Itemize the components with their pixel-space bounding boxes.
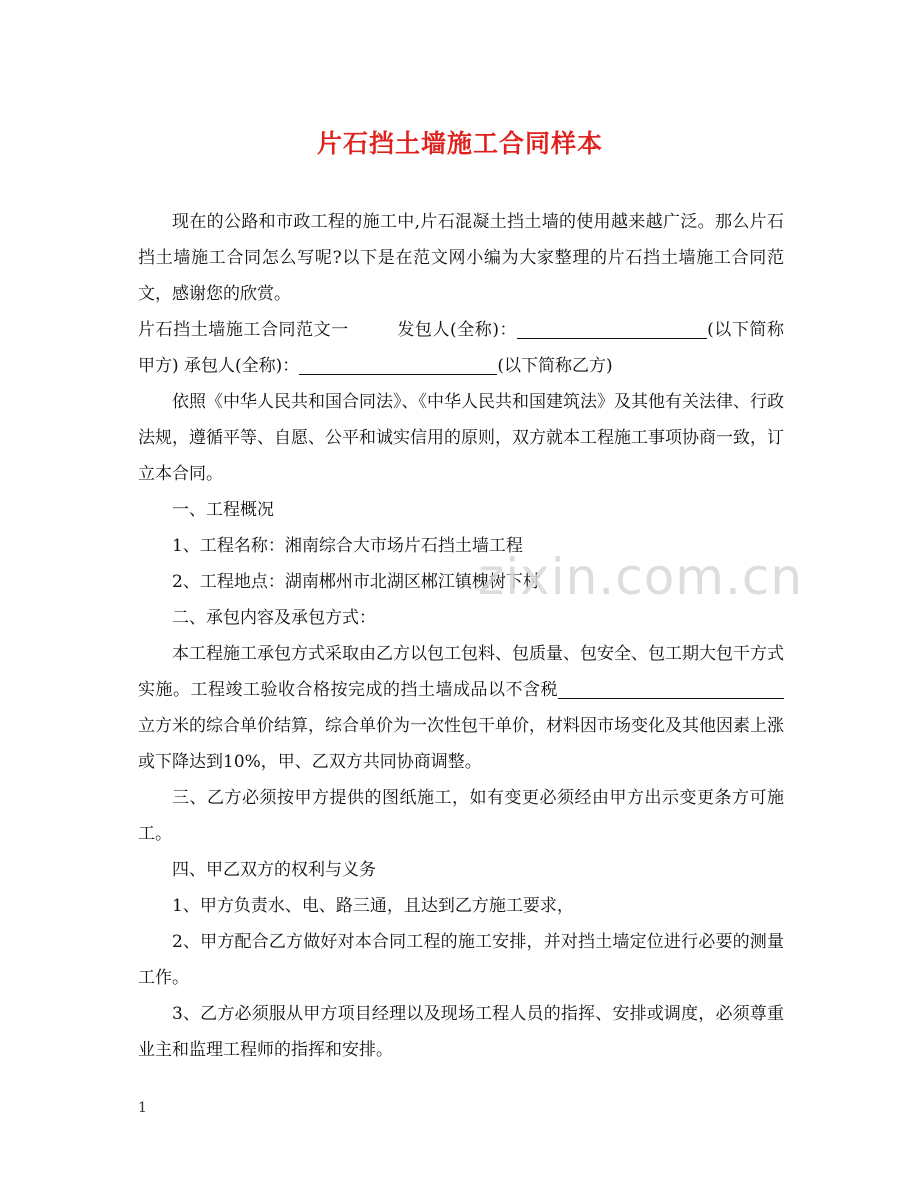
page-number: 1 — [138, 1100, 147, 1116]
parties-paragraph — [138, 312, 784, 384]
section-1-heading: 一、工程概况 — [172, 500, 274, 520]
watermark-text: zixin.com.cn — [478, 548, 804, 606]
item-1-1: 1、工程名称：湘南综合大市场片石挡土墙工程 — [172, 536, 523, 556]
section-4-heading: 四、甲乙双方的权利与义务 — [172, 860, 376, 880]
party-a-label: 发包人(全称)： — [396, 320, 518, 340]
parties-heading: 片石挡土墙施工合同范文一 — [138, 320, 349, 340]
party-a-suffix: (以下简称甲方) — [138, 320, 784, 376]
section-3-paragraph: 三、乙方必须按甲方提供的图纸施工，如有变更必须经由甲方出示变更条方可施工。 — [138, 788, 784, 844]
unit-price-blank-line — [558, 676, 784, 699]
document-body — [138, 204, 784, 1068]
item-1-2: 2、工程地点：湖南郴州市北湖区郴江镇槐树下村 — [172, 572, 540, 592]
item-4-3: 3、乙方必须服从甲方项目经理以及现场工程人员的指挥、安排或调度，必须尊重业主和监理工程师的指挥和安排。 — [138, 1004, 784, 1060]
party-b-suffix: (以下简称乙方) — [497, 356, 613, 376]
party-b-label: 承包人(全称)： — [184, 356, 300, 376]
section-2-text-b: 立方米的综合单价结算，综合单价为一次性包干单价，材料因市场变化及其他因素上涨或下降达到10%，甲、乙双方共同协商调整。 — [138, 716, 784, 772]
section-2-paragraph — [138, 636, 784, 780]
section-2-text-a: 本工程施工承包方式采取由乙方以包工包料、包质量、包安全、包工期大包干方式实施。工程竣工验收合格按完成的挡土墙成品以不含税 — [138, 644, 784, 700]
intro-paragraph: 现在的公路和市政工程的施工中,片石混凝土挡土墙的使用越来越广泛。那么片石挡土墙施工合同怎么写呢?以下是在范文网小编为大家整理的片石挡土墙施工合同范文，感谢您的欣赏。 — [138, 212, 784, 304]
document-title: 片石挡土墙施工合同样本 — [316, 129, 603, 158]
party-a-blank-line — [517, 316, 707, 339]
preamble-paragraph: 依照《中华人民共和国合同法》、《中华人民共和国建筑法》及其他有关法律、行政法规，遵循平等、自愿、公平和诚实信用的原则，双方就本工程施工事项协商一致，订立本合同。 — [138, 392, 784, 484]
section-2-heading: 二、承包内容及承包方式： — [172, 608, 376, 628]
item-4-1: 1、甲方负责水、电、路三通，且达到乙方施工要求， — [172, 896, 574, 916]
item-4-2: 2、甲方配合乙方做好对本合同工程的施工安排，并对挡土墙定位进行必要的测量工作。 — [138, 932, 784, 988]
party-b-blank-line — [299, 352, 497, 375]
